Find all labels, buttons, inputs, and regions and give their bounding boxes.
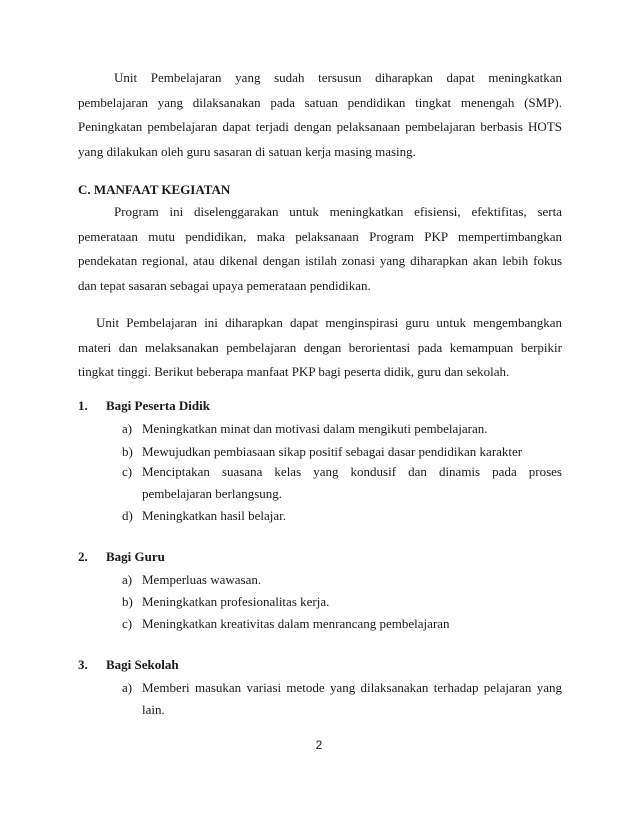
list-item-letter: a) xyxy=(122,572,133,587)
intro-paragraph: Unit Pembelajaran yang sudah tersusun diharapkan dapat meningkatkan pembelajaran yang dilaksanakan pada satuan pendidikan tingkat menengah (SMP). Peningkatan pembelajaran dapat terjadi dengan pelaksanaan pembelajaran berbasis HOTS yang dilakukan oleh guru sasaran di satuan kerja masing masing. xyxy=(78,70,562,159)
section-heading: C. MANFAAT KEGIATAN xyxy=(78,182,231,197)
benefit-heading-school xyxy=(78,655,562,675)
page-number: 2 xyxy=(315,738,323,752)
benefit-number: 1. xyxy=(78,398,88,413)
list-item-text: Meningkatkan hasil belajar. xyxy=(142,508,287,523)
list-item-letter: c) xyxy=(122,464,133,479)
section-paragraph-1: Program ini diselenggarakan untuk meningkatkan efisiensi, efektifitas, serta pemerataan mutu pendidikan, maka pelaksanaan Program PKP mempertimbangkan pendekatan regional, atau dikenal dengan istilah zonasi yang diharapkan akan lebih fokus dan tepat sasaran sebagai upaya pemerataan pendidikan. xyxy=(78,204,562,293)
list-item-letter: b) xyxy=(122,594,133,609)
benefit-number: 3. xyxy=(78,657,88,672)
benefit-number: 2. xyxy=(78,549,88,564)
list-item xyxy=(122,569,562,591)
list-item-letter: c) xyxy=(122,616,133,631)
benefit-heading-teachers xyxy=(78,547,562,567)
list-item-text: Memperluas wawasan. xyxy=(142,572,262,587)
list-item-letter: a) xyxy=(122,680,133,695)
section-paragraph-2: Unit Pembelajaran ini diharapkan dapat menginspirasi guru untuk mengembangkan materi dan melaksanakan pembelajaran dengan berorientasi pada kemampuan berpikir tingkat tinggi. Berikut beberapa manfaat PKP bagi peserta didik, guru dan sekolah. xyxy=(78,315,562,379)
list-item-text: Meningkatkan profesionalitas kerja. xyxy=(142,594,330,609)
list-item-letter: b) xyxy=(122,444,133,459)
list-item-text: Mewujudkan pembiasaan sikap positif sebagai dasar pendidikan karakter xyxy=(142,444,523,459)
list-item-text: Menciptakan suasana kelas yang kondusif dan dinamis pada proses pembelajaran berlangsung. xyxy=(142,464,562,501)
list-item-letter: d) xyxy=(122,508,133,523)
benefit-heading-students xyxy=(78,396,562,416)
list-item-letter: a) xyxy=(122,421,133,436)
list-item xyxy=(122,418,562,440)
benefit-title: Bagi Guru xyxy=(106,549,165,564)
list-item-text: Meningkatkan minat dan motivasi dalam mengikuti pembelajaran. xyxy=(142,421,488,436)
list-item xyxy=(122,677,562,721)
list-item-text: Meningkatkan kreativitas dalam menrancang pembelajaran xyxy=(142,616,450,631)
benefit-title: Bagi Sekolah xyxy=(106,657,179,672)
list-item xyxy=(122,613,562,635)
list-item xyxy=(122,461,562,505)
list-item xyxy=(122,591,562,613)
benefit-title: Bagi Peserta Didik xyxy=(106,398,210,413)
list-item xyxy=(122,505,562,527)
list-item-text: Memberi masukan variasi metode yang dilaksanakan terhadap pelajaran yang lain. xyxy=(142,680,562,717)
list-item xyxy=(122,441,562,463)
